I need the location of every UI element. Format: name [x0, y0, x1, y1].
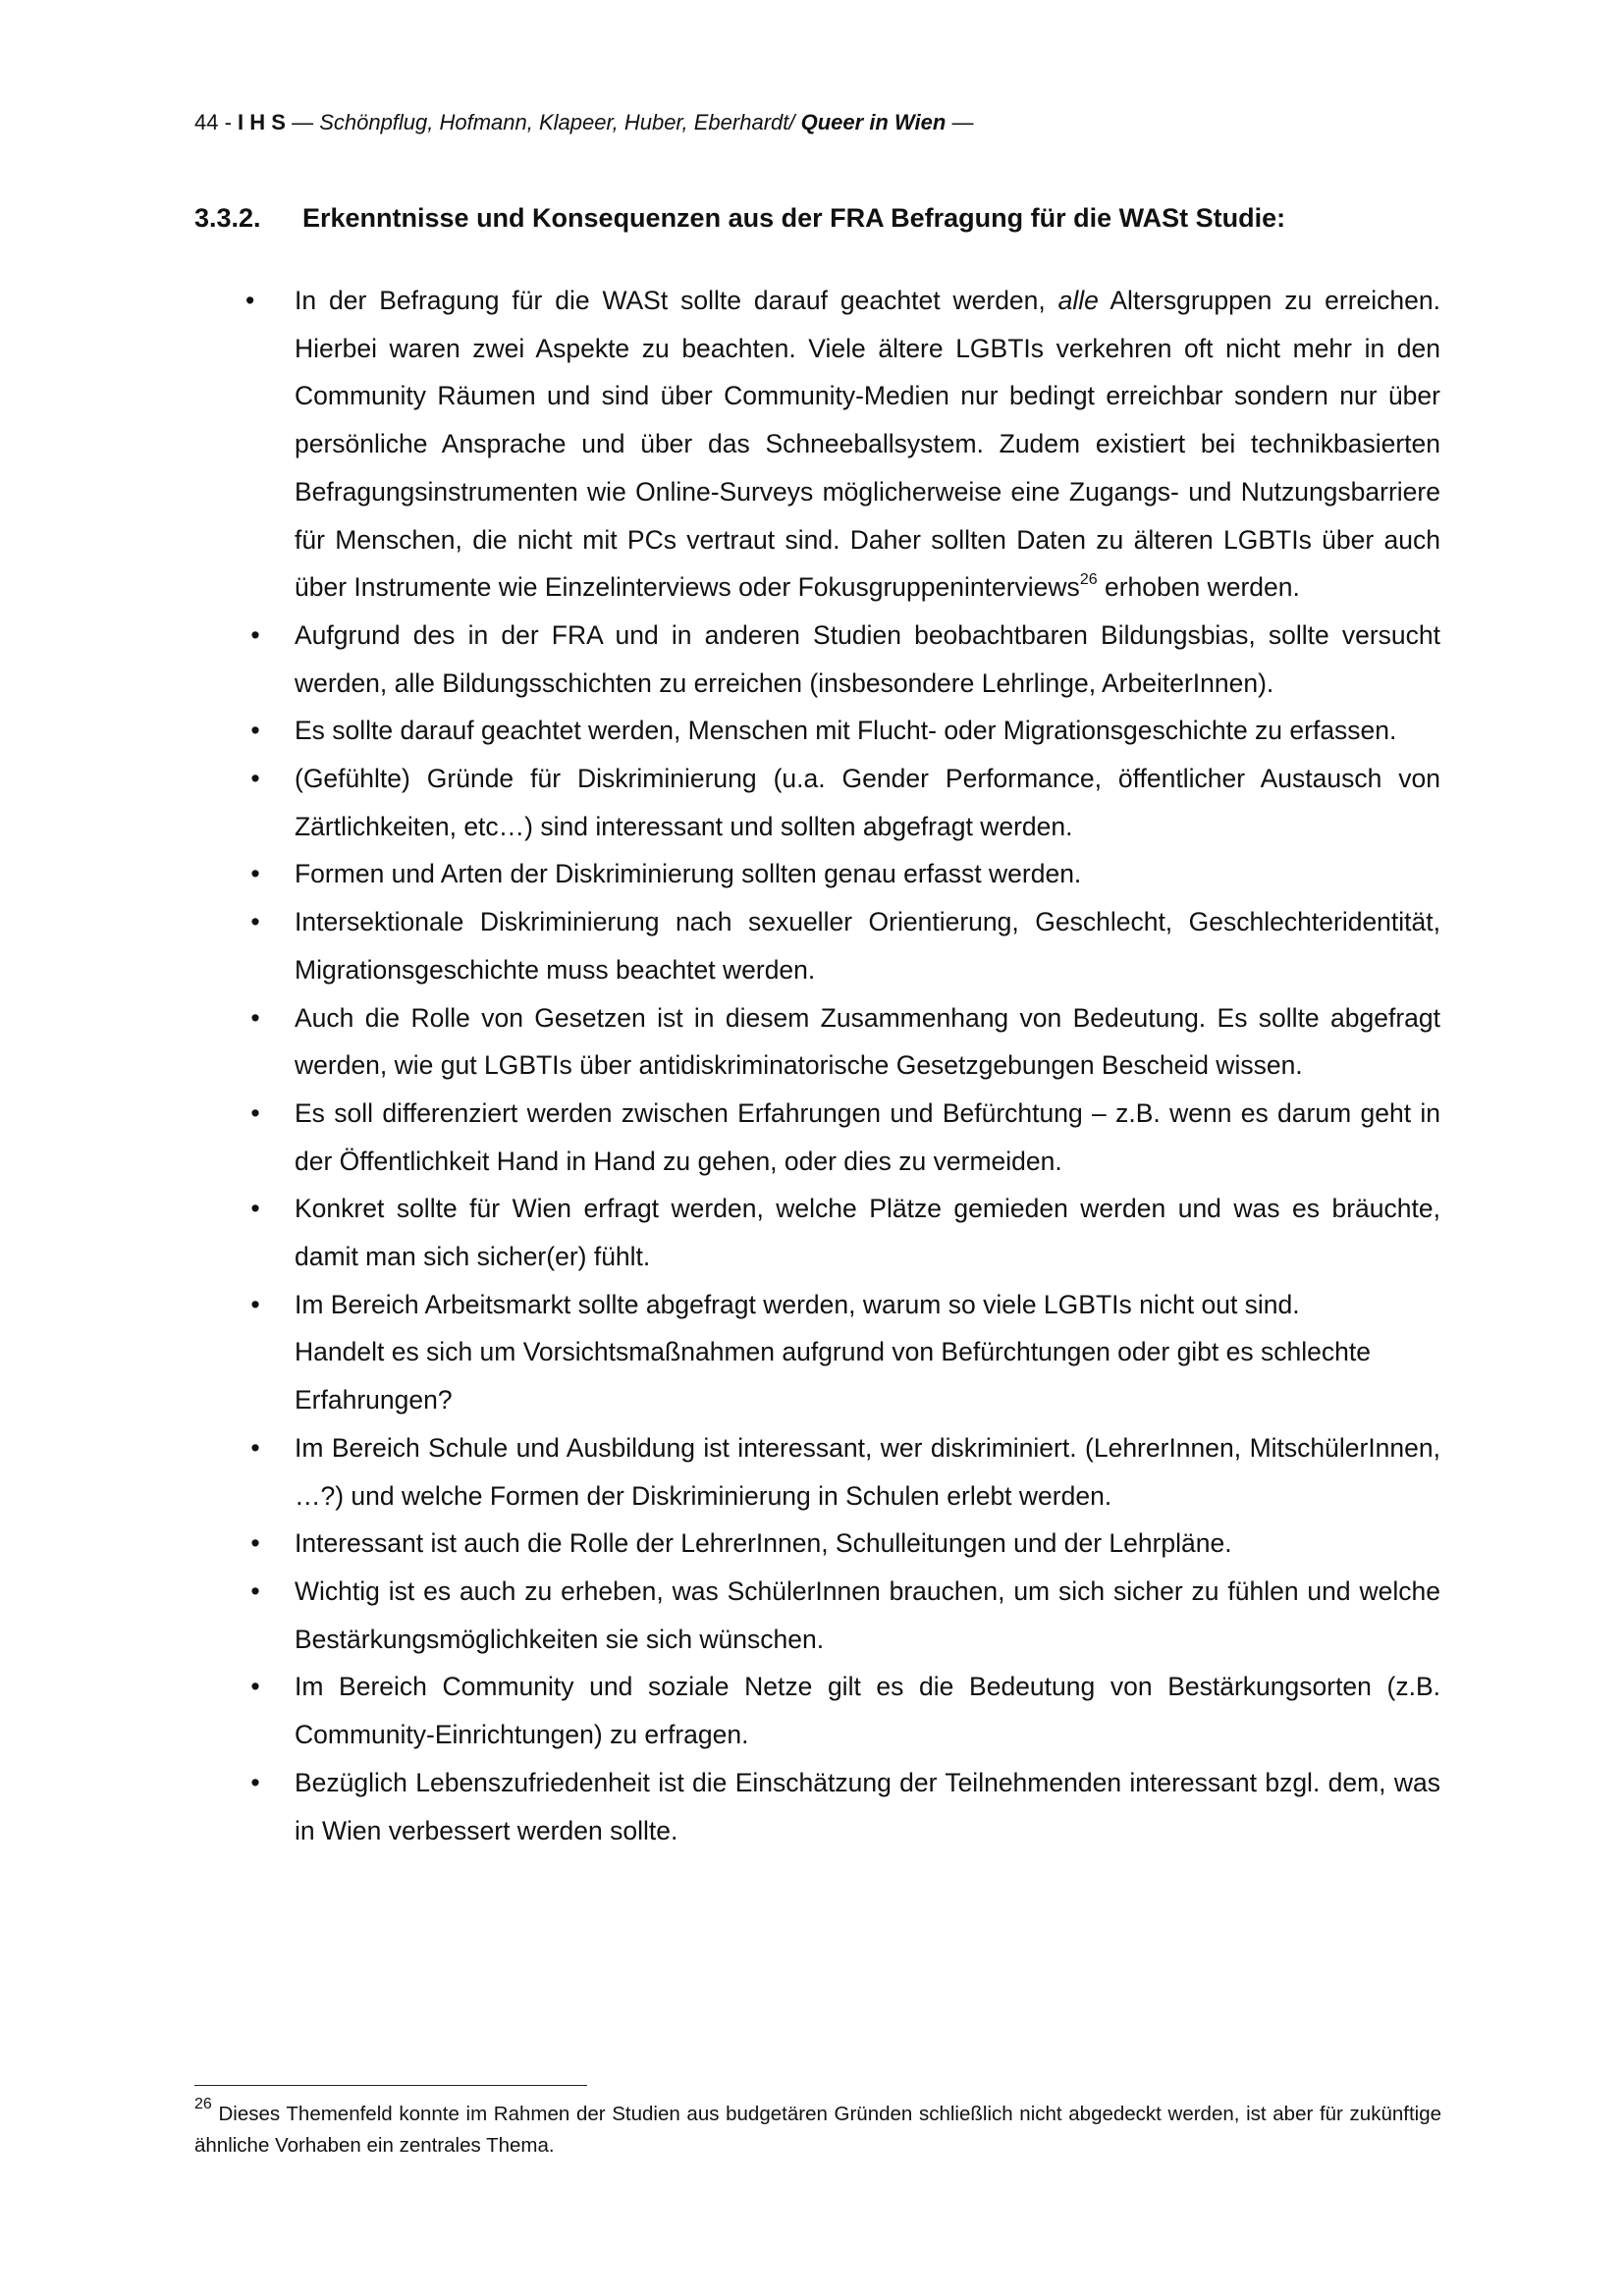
item-text: Konkret sollte für Wien erfragt werden, welche Plätze gemieden werden und was es bräuchte, damit man sich sicher(er) fühlt.: [295, 1194, 1440, 1272]
item-text: Im Bereich Arbeitsmarkt sollte abgefragt werden, warum so viele LGBTIs nicht out sind.: [295, 1289, 1300, 1319]
list-item: [250, 612, 1440, 707]
bullet-icon: •: [250, 1002, 260, 1033]
list-item: [250, 1759, 1440, 1854]
bullet-icon: •: [250, 1767, 260, 1797]
list-item: [250, 1568, 1440, 1663]
item-text: Es soll differenziert werden zwischen Erfahrungen und Befürchtung – z.B. wenn es darum geht in der Öffentlichkeit Hand in Hand zu gehen, oder dies zu vermeiden.: [295, 1097, 1440, 1176]
item-text: Im Bereich Community und soziale Netze gilt es die Bedeutung von Bestärkungsorten (z.B. Community-Einrichtungen) zu erfragen.: [295, 1672, 1440, 1750]
bullet-icon: •: [250, 1289, 260, 1319]
item-text: Intersektionale Diskriminierung nach sexueller Orientierung, Geschlecht, Geschlechteridentität, Migrationsgeschichte muss beachtet werden.: [295, 907, 1440, 985]
item-text: Bezüglich Lebenszufriedenheit ist die Einschätzung der Teilnehmenden interessant bzgl. dem, was in Wien verbessert werden sollte.: [295, 1767, 1440, 1845]
bullet-list: [0, 277, 1624, 1854]
bullet-icon: •: [250, 716, 260, 746]
list-item: [250, 1090, 1440, 1185]
footnote-text: Dieses Themenfeld konnte im Rahmen der Studien aus budgetären Gründen schließlich nicht abgedeckt werden, ist aber für zukünftige ähnliche Vorhaben ein zentrales Thema.: [194, 2103, 1441, 2157]
bullet-icon: •: [250, 619, 260, 650]
item-text: (Gefühlte) Gründe für Diskriminierung (u.a. Gender Performance, öffentlicher Austausch von Zärtlichkeiten, etc…) sind interessant und sollten abgefragt werden.: [295, 764, 1440, 841]
bullet-icon: •: [250, 1432, 260, 1463]
item-text: Auch die Rolle von Gesetzen ist in diesem Zusammenhang von Bedeutung. Es sollte abgefragt werden, wie gut LGBTIs über antidiskriminatorische Gesetzgebungen Bescheid wissen.: [295, 1002, 1440, 1081]
footnote: [194, 2096, 1441, 2162]
list-item: [250, 850, 1440, 898]
publisher-label: I H S: [238, 110, 286, 134]
header-dash-end: —: [946, 110, 974, 134]
list-item: [250, 1663, 1440, 1758]
list-item: [250, 1424, 1440, 1520]
list-item: [250, 898, 1440, 993]
item-text: Aufgrund des in der FRA und in anderen Studien beobachtbaren Bildungsbias, sollte versucht werden, alle Bildungsschichten zu erreichen (insbesondere Lehrlinge, ArbeiterInnen).: [295, 619, 1440, 698]
item-text: Formen und Arten der Diskriminierung sollten genau erfasst werden.: [295, 859, 1082, 889]
item-text: Handelt es sich um Vorsichtsmaßnahmen aufgrund von Befürchtungen oder gibt es schlechte Erfahrungen?: [295, 1337, 1371, 1415]
section-number: 3.3.2.: [194, 203, 261, 233]
list-item: [250, 707, 1440, 755]
bullet-icon: •: [250, 764, 260, 794]
bullet-icon: •: [250, 859, 260, 889]
list-item: [250, 1185, 1440, 1280]
running-header: [194, 108, 973, 137]
bullet-icon: •: [245, 286, 255, 315]
item-text: Es sollte darauf geachtet werden, Menschen mit Flucht- oder Migrationsgeschichte zu erfassen.: [295, 716, 1397, 746]
item-text: In der Befragung für die WASt sollte darauf geachtet werden,: [295, 286, 1058, 315]
footnote-divider: [194, 2085, 587, 2086]
document-title: Queer in Wien: [800, 110, 947, 134]
bullet-icon: •: [250, 1097, 260, 1128]
header-dash: —: [285, 110, 320, 134]
list-item: [245, 277, 1440, 612]
item-text: Interessant ist auch die Rolle der LehrerInnen, Schulleitungen und der Lehrpläne.: [295, 1528, 1232, 1559]
bullet-icon: •: [250, 1672, 260, 1702]
list-item: [250, 1281, 1440, 1424]
bullet-icon: •: [250, 907, 260, 937]
list-item: [250, 1520, 1440, 1568]
footnote-number: 26: [194, 2096, 212, 2112]
section-heading: [194, 200, 1441, 236]
list-item: [250, 994, 1440, 1090]
bullet-icon: •: [250, 1528, 260, 1559]
list-item: [250, 755, 1440, 850]
header-separator: -: [218, 110, 239, 134]
footnote-ref[interactable]: 26: [1079, 571, 1098, 589]
item-emphasis: alle: [1057, 286, 1099, 315]
item-text: Im Bereich Schule und Ausbildung ist interessant, wer diskriminiert. (LehrerInnen, MitschülerInnen, …?) und welche Formen der Diskriminierung in Schulen erlebt werden.: [295, 1432, 1440, 1511]
bullet-icon: •: [250, 1575, 260, 1606]
bullet-icon: •: [250, 1194, 260, 1224]
item-text: Altersgruppen zu erreichen. Hierbei waren zwei Aspekte zu beachten. Viele ältere LGBTIs verkehren oft nicht mehr in den Community Räumen und sind über Community-Medien nur bedingt erreichbar sondern nur über persönliche Ansprache und über das Schneeballsystem. Zudem existiert bei technikbasierten Befragungsinstrumenten wie Online-Surveys möglicherweise eine Zugangs- und Nutzungsbarriere für Menschen, die nicht mit PCs vertraut sind. Daher sollten Daten zu älteren LGBTIs über auch über Instrumente wie Einzelinterviews oder Fokusgruppeninterviews: [295, 286, 1440, 603]
authors: Schönpflug, Hofmann, Klapeer, Huber, Eberhardt/: [319, 110, 795, 134]
item-text: Wichtig ist es auch zu erheben, was SchülerInnen brauchen, um sich sicher zu fühlen und welche Bestärkungsmöglichkeiten sie sich wünschen.: [295, 1575, 1440, 1654]
item-text: erhoben werden.: [1097, 572, 1300, 603]
page-number: 44: [194, 110, 219, 134]
section-title: Erkenntnisse und Konsequenzen aus der FRA Befragung für die WASt Studie:: [302, 203, 1286, 233]
